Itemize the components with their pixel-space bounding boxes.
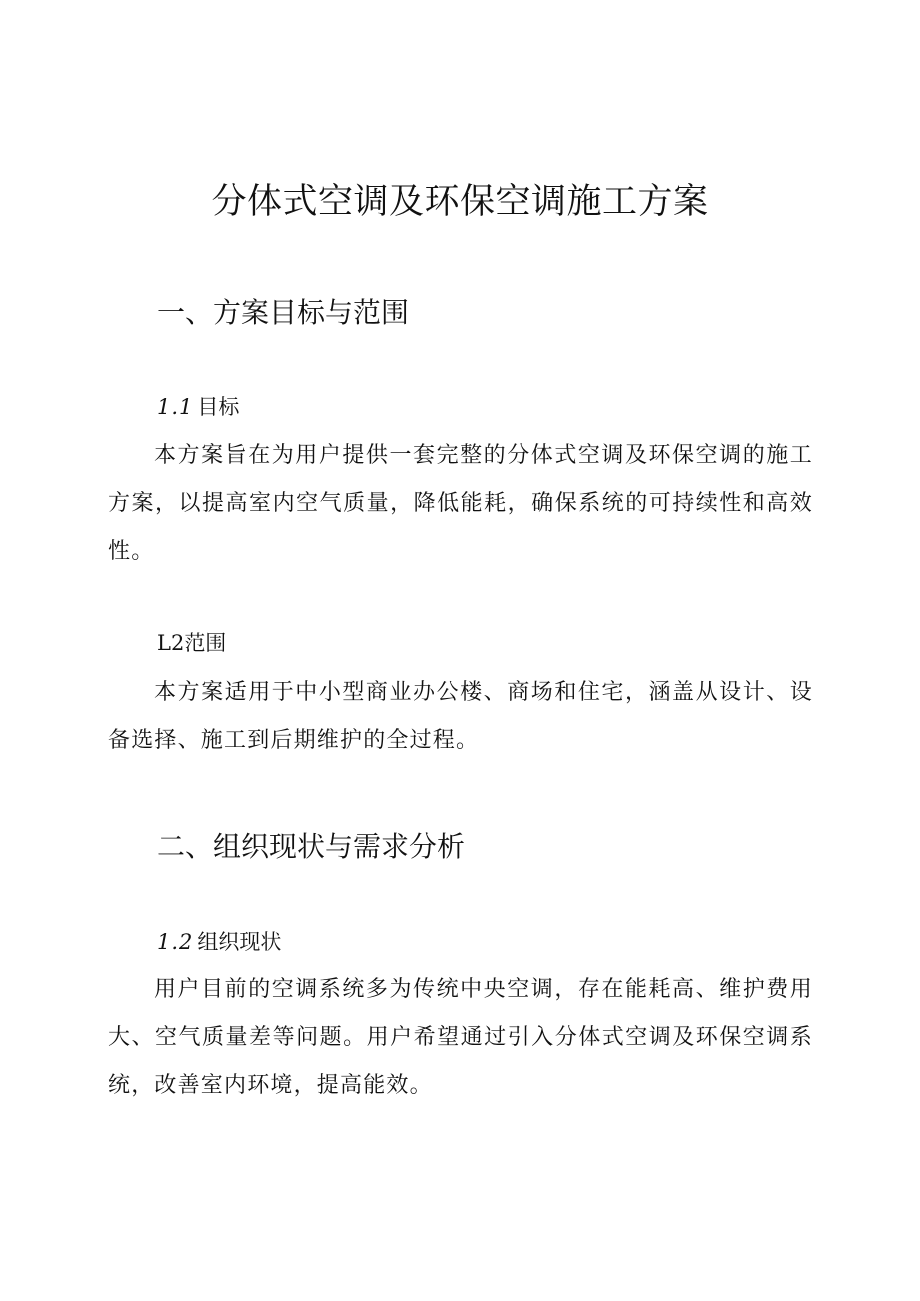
subsection-heading-2-1: [157, 926, 757, 958]
paragraph-goal: 本方案旨在为用户提供一套完整的分体式空调及环保空调的施工方案，以提高室内空气质量，降低能耗，确保系统的可持续性和高效性。: [108, 443, 813, 564]
subsection-number: 1.1: [157, 395, 194, 419]
section-heading-2: 二、组织现状与需求分析: [157, 830, 466, 863]
subsection-label: 目标: [197, 395, 240, 419]
section-heading-1: 一、方案目标与范围: [157, 296, 410, 329]
subsection-label: 范围: [184, 631, 227, 655]
subsection-heading-1-1: [157, 391, 757, 423]
document-title: 分体式空调及环保空调施工方案: [211, 182, 709, 222]
subsection-number: 1.2: [157, 930, 194, 954]
paragraph-status: 用户目前的空调系统多为传统中央空调，存在能耗高、维护费用大、空气质量差等问题。用户希望通过引入分体式空调及环保空调系统，改善室内环境，提高能效。: [108, 977, 813, 1098]
subsection-number: L2: [157, 631, 185, 655]
subsection-label: 组织现状: [197, 930, 282, 954]
paragraph-scope: 本方案适用于中小型商业办公楼、商场和住宅，涵盖从设计、设备选择、施工到后期维护的全过程。: [108, 680, 813, 753]
subsection-heading-1-2: [157, 627, 757, 659]
